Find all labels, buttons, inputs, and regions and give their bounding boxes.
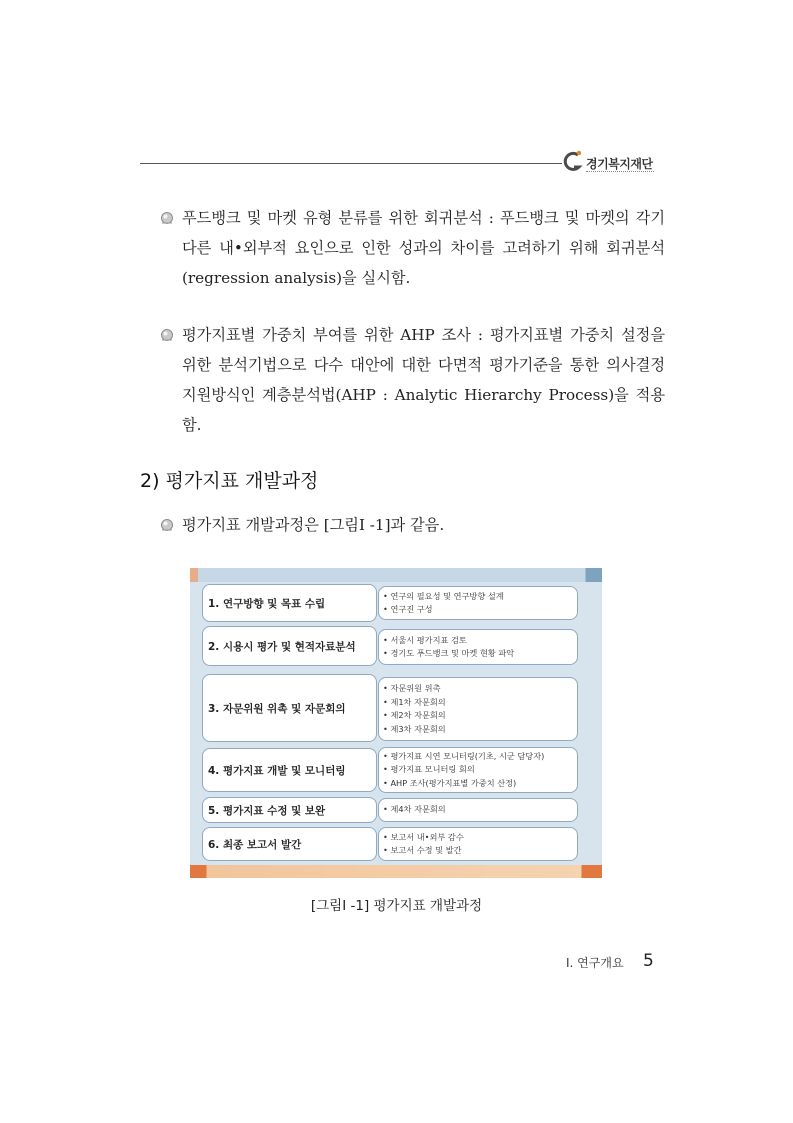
- step-box: [202, 827, 377, 861]
- step-item: • 보고서 내•외부 감수: [383, 831, 577, 845]
- step-items: [378, 798, 578, 822]
- step-box: [202, 797, 377, 823]
- step-item: • 제2차 자문회의: [383, 709, 577, 723]
- figure-caption: [그림Ⅰ -1] 평가지표 개발과정: [310, 898, 483, 914]
- step-box: [202, 584, 377, 622]
- chapter-footer: Ⅰ. 연구개요: [566, 956, 624, 970]
- bullet-text: 평가지표 개발과정은 [그림Ⅰ -1]과 같음.: [182, 516, 445, 534]
- step-item: • 제4차 자문회의: [383, 803, 577, 817]
- logo-subline: [586, 171, 654, 175]
- step-label: 2. 시용시 평가 및 현적자료분석: [208, 640, 356, 653]
- step-item: • 제3차 자문회의: [383, 723, 577, 737]
- diagram-bottom-band: [190, 865, 602, 878]
- step-item: • 경기도 푸드뱅크 및 마켓 현황 파악: [383, 647, 577, 661]
- step-items: [378, 629, 578, 665]
- step-box: [202, 748, 377, 792]
- bullet-ball-icon: [160, 518, 174, 532]
- step-items: [378, 677, 578, 741]
- step-item: • 연구진 구성: [383, 603, 577, 617]
- step-box: [202, 626, 377, 666]
- bullet-text: 푸드뱅크 및 마켓 유형 분류를 위한 회귀분석 : 푸드뱅크 및 마켓의 각기 다른 내•외부적 요인으로 인한 성과의 차이를 고려하기 위해 회귀분석(regression analysis)을 실시함.: [182, 209, 665, 287]
- step-label: 1. 연구방향 및 목표 수립: [208, 597, 326, 610]
- step-items: [378, 586, 578, 620]
- bullet-ball-icon: [160, 211, 174, 225]
- step-item: • 자문위원 위촉: [383, 682, 577, 696]
- bullet-regression: [160, 203, 665, 293]
- bullet-ahp: [160, 320, 665, 440]
- step-label: 4. 평가지표 개발 및 모니터링: [208, 764, 346, 777]
- bullet-text: 평가지표별 가중치 부여를 위한 AHP 조사 : 평가지표별 가중치 설정을 위한 분석기법으로 다수 대안에 대한 다면적 평가기준을 통한 의사결정 지원방식인 계층분석법(AHP : Analytic Hierarchy Process)을 적용함.: [182, 326, 665, 434]
- step-item: • 제1차 자문회의: [383, 696, 577, 710]
- step-item: • 평가지표 모니터링 회의: [383, 763, 577, 776]
- step-item: • 서울시 평가지표 검토: [383, 634, 577, 648]
- process-diagram: [190, 568, 602, 878]
- bullet-process-intro: [160, 510, 665, 540]
- step-label: 3. 자문위원 위촉 및 자문회의: [208, 702, 346, 715]
- step-label: 6. 최종 보고서 발간: [208, 838, 302, 851]
- step-items: [378, 747, 578, 793]
- step-item: • AHP 조사(평가지표별 가중치 산정): [383, 777, 577, 790]
- step-item: • 연구의 필요성 및 연구방향 설계: [383, 590, 577, 604]
- step-items: [378, 827, 578, 861]
- page-number: 5: [643, 951, 654, 971]
- foundation-logo: [562, 150, 662, 180]
- header-rule: [140, 163, 562, 164]
- diagram-top-band: [190, 568, 602, 582]
- step-box: [202, 674, 377, 742]
- section-title: 2) 평가지표 개발과정: [140, 470, 319, 492]
- step-label: 5. 평가지표 수정 및 보완: [208, 804, 326, 817]
- logo-mark-icon: [562, 150, 584, 174]
- logo-text: 경기복지재단: [586, 157, 653, 171]
- step-item: • 보고서 수정 및 발간: [383, 844, 577, 858]
- bullet-ball-icon: [160, 328, 174, 342]
- step-item: • 평가지표 시연 모니터링(기초, 시군 담당자): [383, 750, 577, 763]
